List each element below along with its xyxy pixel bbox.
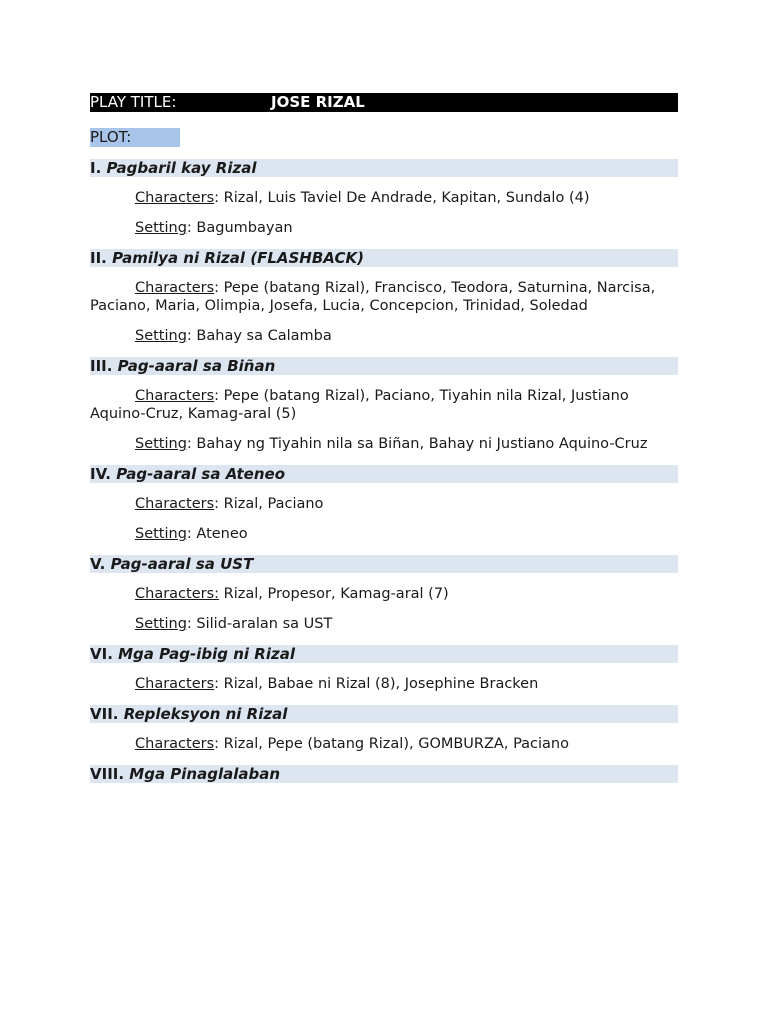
section-number: VI. (90, 645, 119, 663)
section-heading (90, 249, 678, 267)
setting-line (90, 615, 678, 633)
characters-text: : Pepe (batang Rizal), Paciano, Tiyahin nila Rizal, Justiano Aquino-Cruz, Kamag-aral (5) (90, 388, 629, 422)
setting-line (90, 219, 678, 237)
section-title: Repleksyon ni Rizal (123, 705, 288, 723)
setting-text: : Bagumbayan (186, 220, 293, 236)
play-title-bar (90, 93, 678, 112)
characters-line (90, 495, 678, 513)
section-number: III. (90, 357, 118, 375)
document-page (90, 93, 678, 783)
characters-text: : Rizal, Luis Taviel De Andrade, Kapitan, Sundalo (4) (214, 190, 590, 206)
section-heading (90, 645, 678, 663)
setting-line (90, 435, 678, 453)
section-heading (90, 159, 678, 177)
setting-text: : Bahay sa Calamba (186, 328, 332, 344)
plot-label: PLOT: (90, 128, 180, 147)
setting-label: Setting (135, 616, 187, 632)
section-title: Pag-aaral sa Biñan (117, 357, 276, 375)
characters-line (90, 387, 678, 423)
section-heading (90, 765, 678, 783)
play-title-label: PLAY TITLE: (90, 93, 177, 111)
characters-line (90, 675, 678, 693)
section-number: VII. (90, 705, 124, 723)
section-title: Pag-aaral sa Ateneo (116, 465, 285, 483)
setting-label: Setting (135, 220, 187, 236)
setting-line (90, 525, 678, 543)
characters-label: Characters (135, 736, 215, 752)
setting-label: Setting (135, 436, 187, 452)
section-number: I. (90, 159, 107, 177)
section-heading (90, 555, 678, 573)
section-title: Mga Pag-ibig ni Rizal (118, 645, 295, 663)
section-heading (90, 357, 678, 375)
characters-line (90, 189, 678, 207)
characters-label: Characters (135, 280, 215, 296)
section-number: VIII. (90, 765, 130, 783)
characters-text: : Rizal, Paciano (214, 496, 324, 512)
section-number: II. (90, 249, 113, 267)
characters-text: : Rizal, Babae ni Rizal (8), Josephine Bracken (214, 676, 539, 692)
characters-text: : Pepe (batang Rizal), Francisco, Teodora, Saturnina, Narcisa, Paciano, Maria, Olimpia, Josefa, Lucia, Concepcion, Trinidad, Soledad (90, 280, 656, 314)
section-heading (90, 705, 678, 723)
characters-text: Rizal, Propesor, Kamag-aral (7) (219, 586, 449, 602)
section-title: Mga Pinaglalaban (129, 765, 281, 783)
setting-text: : Bahay ng Tiyahin nila sa Biñan, Bahay ni Justiano Aquino-Cruz (186, 436, 648, 452)
setting-text: : Ateneo (186, 526, 248, 542)
setting-label: Setting (135, 526, 187, 542)
characters-label: Characters (135, 190, 215, 206)
section-title: Pag-aaral sa UST (110, 555, 254, 573)
section-title: Pagbaril kay Rizal (106, 159, 257, 177)
section-number: V. (90, 555, 111, 573)
characters-text: : Rizal, Pepe (batang Rizal), GOMBURZA, Paciano (214, 736, 569, 752)
characters-label: Characters (135, 496, 215, 512)
setting-line (90, 327, 678, 345)
characters-label: Characters: (135, 586, 220, 602)
section-title: Pamilya ni Rizal (FLASHBACK) (112, 249, 364, 267)
setting-text: : Silid-aralan sa UST (186, 616, 333, 632)
setting-label: Setting (135, 328, 187, 344)
section-heading (90, 465, 678, 483)
characters-line (90, 279, 678, 315)
section-number: IV. (90, 465, 117, 483)
characters-label: Characters (135, 388, 215, 404)
characters-line (90, 735, 678, 753)
characters-line (90, 585, 678, 603)
characters-label: Characters (135, 676, 215, 692)
play-title-value: JOSE RIZAL (271, 93, 365, 111)
